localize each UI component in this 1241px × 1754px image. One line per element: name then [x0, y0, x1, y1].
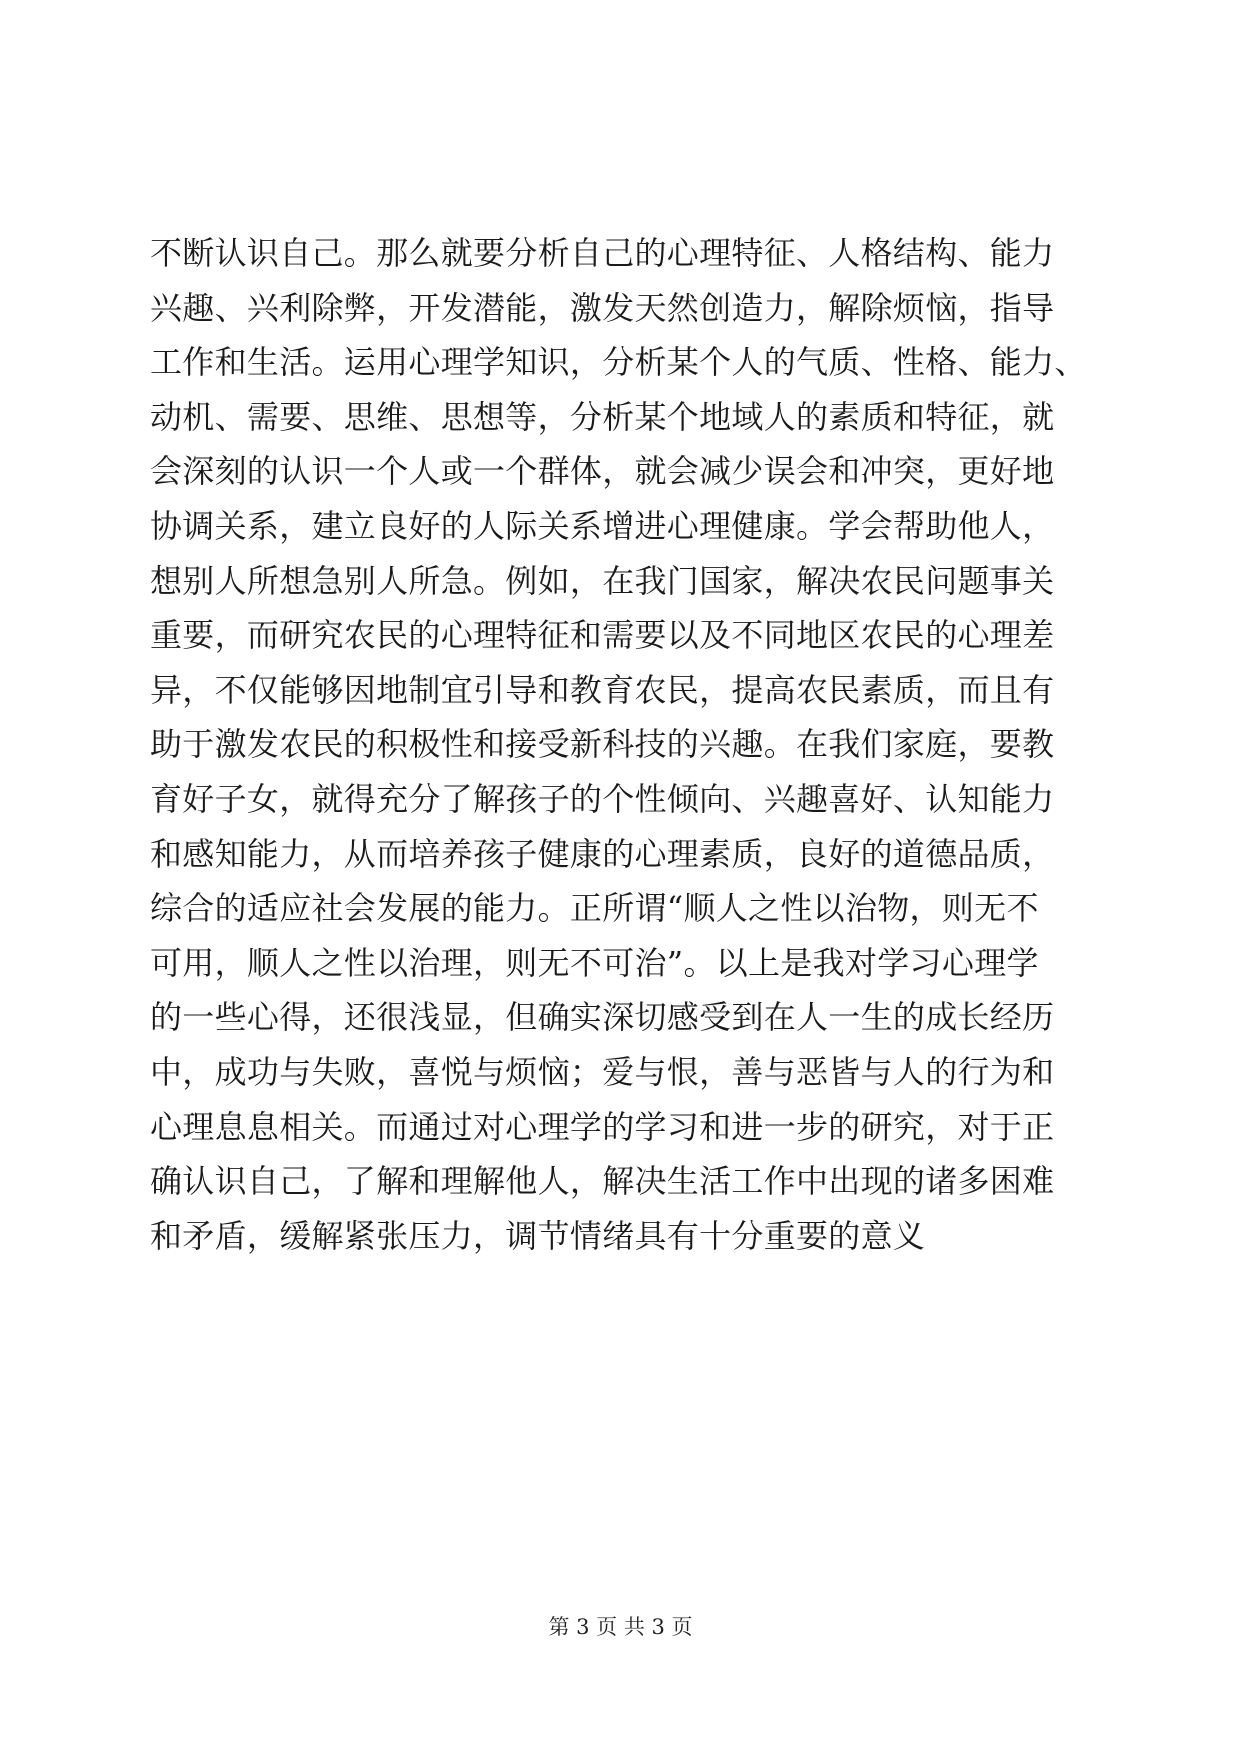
text-line: 协调关系，建立良好的人际关系增进心理健康。学会帮助他人，: [150, 506, 1055, 545]
text-line: 工作和生活。运用心理学知识，分析某个人的气质、性格、能力、: [150, 343, 1087, 382]
text-line: 综合的适应社会发展的能力。正所谓“顺人之性以治物，则无不: [150, 889, 1039, 928]
text-line: 和矛盾，缓解紧张压力，调节情绪具有十分重要的意义: [150, 1216, 926, 1255]
text-line: 重要，而研究农民的心理特征和需要以及不同地区农民的心理差: [150, 616, 1055, 655]
text-line: 的一些心得，还很浅显，但确实深切感受到在人一生的成长经历: [150, 998, 1055, 1037]
text-line: 育好子女，就得充分了解孩子的个性倾向、兴趣喜好、认知能力: [150, 779, 1055, 818]
body-text: [150, 226, 1100, 1263]
text-line: 想别人所想急别人所急。例如，在我门国家，解决农民问题事关: [150, 561, 1055, 600]
text-line: 兴趣、兴利除弊，开发潜能，激发天然创造力，解除烦恼，指导: [150, 288, 1055, 327]
text-line: 不断认识自己。那么就要分析自己的心理特征、人格结构、能力: [150, 234, 1055, 272]
text-line: 可用，顺人之性以治理，则无不可治”。以上是我对学习心理学: [150, 943, 1039, 982]
text-line: 助于激发农民的积极性和接受新科技的兴趣。在我们家庭，要教: [150, 725, 1055, 764]
text-line: 会深刻的认识一个人或一个群体，就会减少误会和冲突，更好地: [150, 452, 1055, 491]
text-line: 和感知能力，从而培养孩子健康的心理素质，良好的道德品质，: [150, 834, 1055, 873]
page-number-footer: 第 3 页 共 3 页: [548, 1615, 693, 1639]
text-line: 心理息息相关。而通过对心理学的学习和进一步的研究，对于正: [150, 1107, 1055, 1146]
text-line: 中，成功与失败，喜悦与烦恼；爱与恨，善与恶皆与人的行为和: [150, 1052, 1055, 1091]
text-line: 确认识自己，了解和理解他人，解决生活工作中出现的诸多困难: [150, 1162, 1055, 1201]
text-line: 动机、需要、思维、思想等，分析某个地域人的素质和特征，就: [150, 397, 1055, 436]
text-line: 异，不仅能够因地制宜引导和教育农民，提高农民素质，而且有: [150, 670, 1055, 709]
